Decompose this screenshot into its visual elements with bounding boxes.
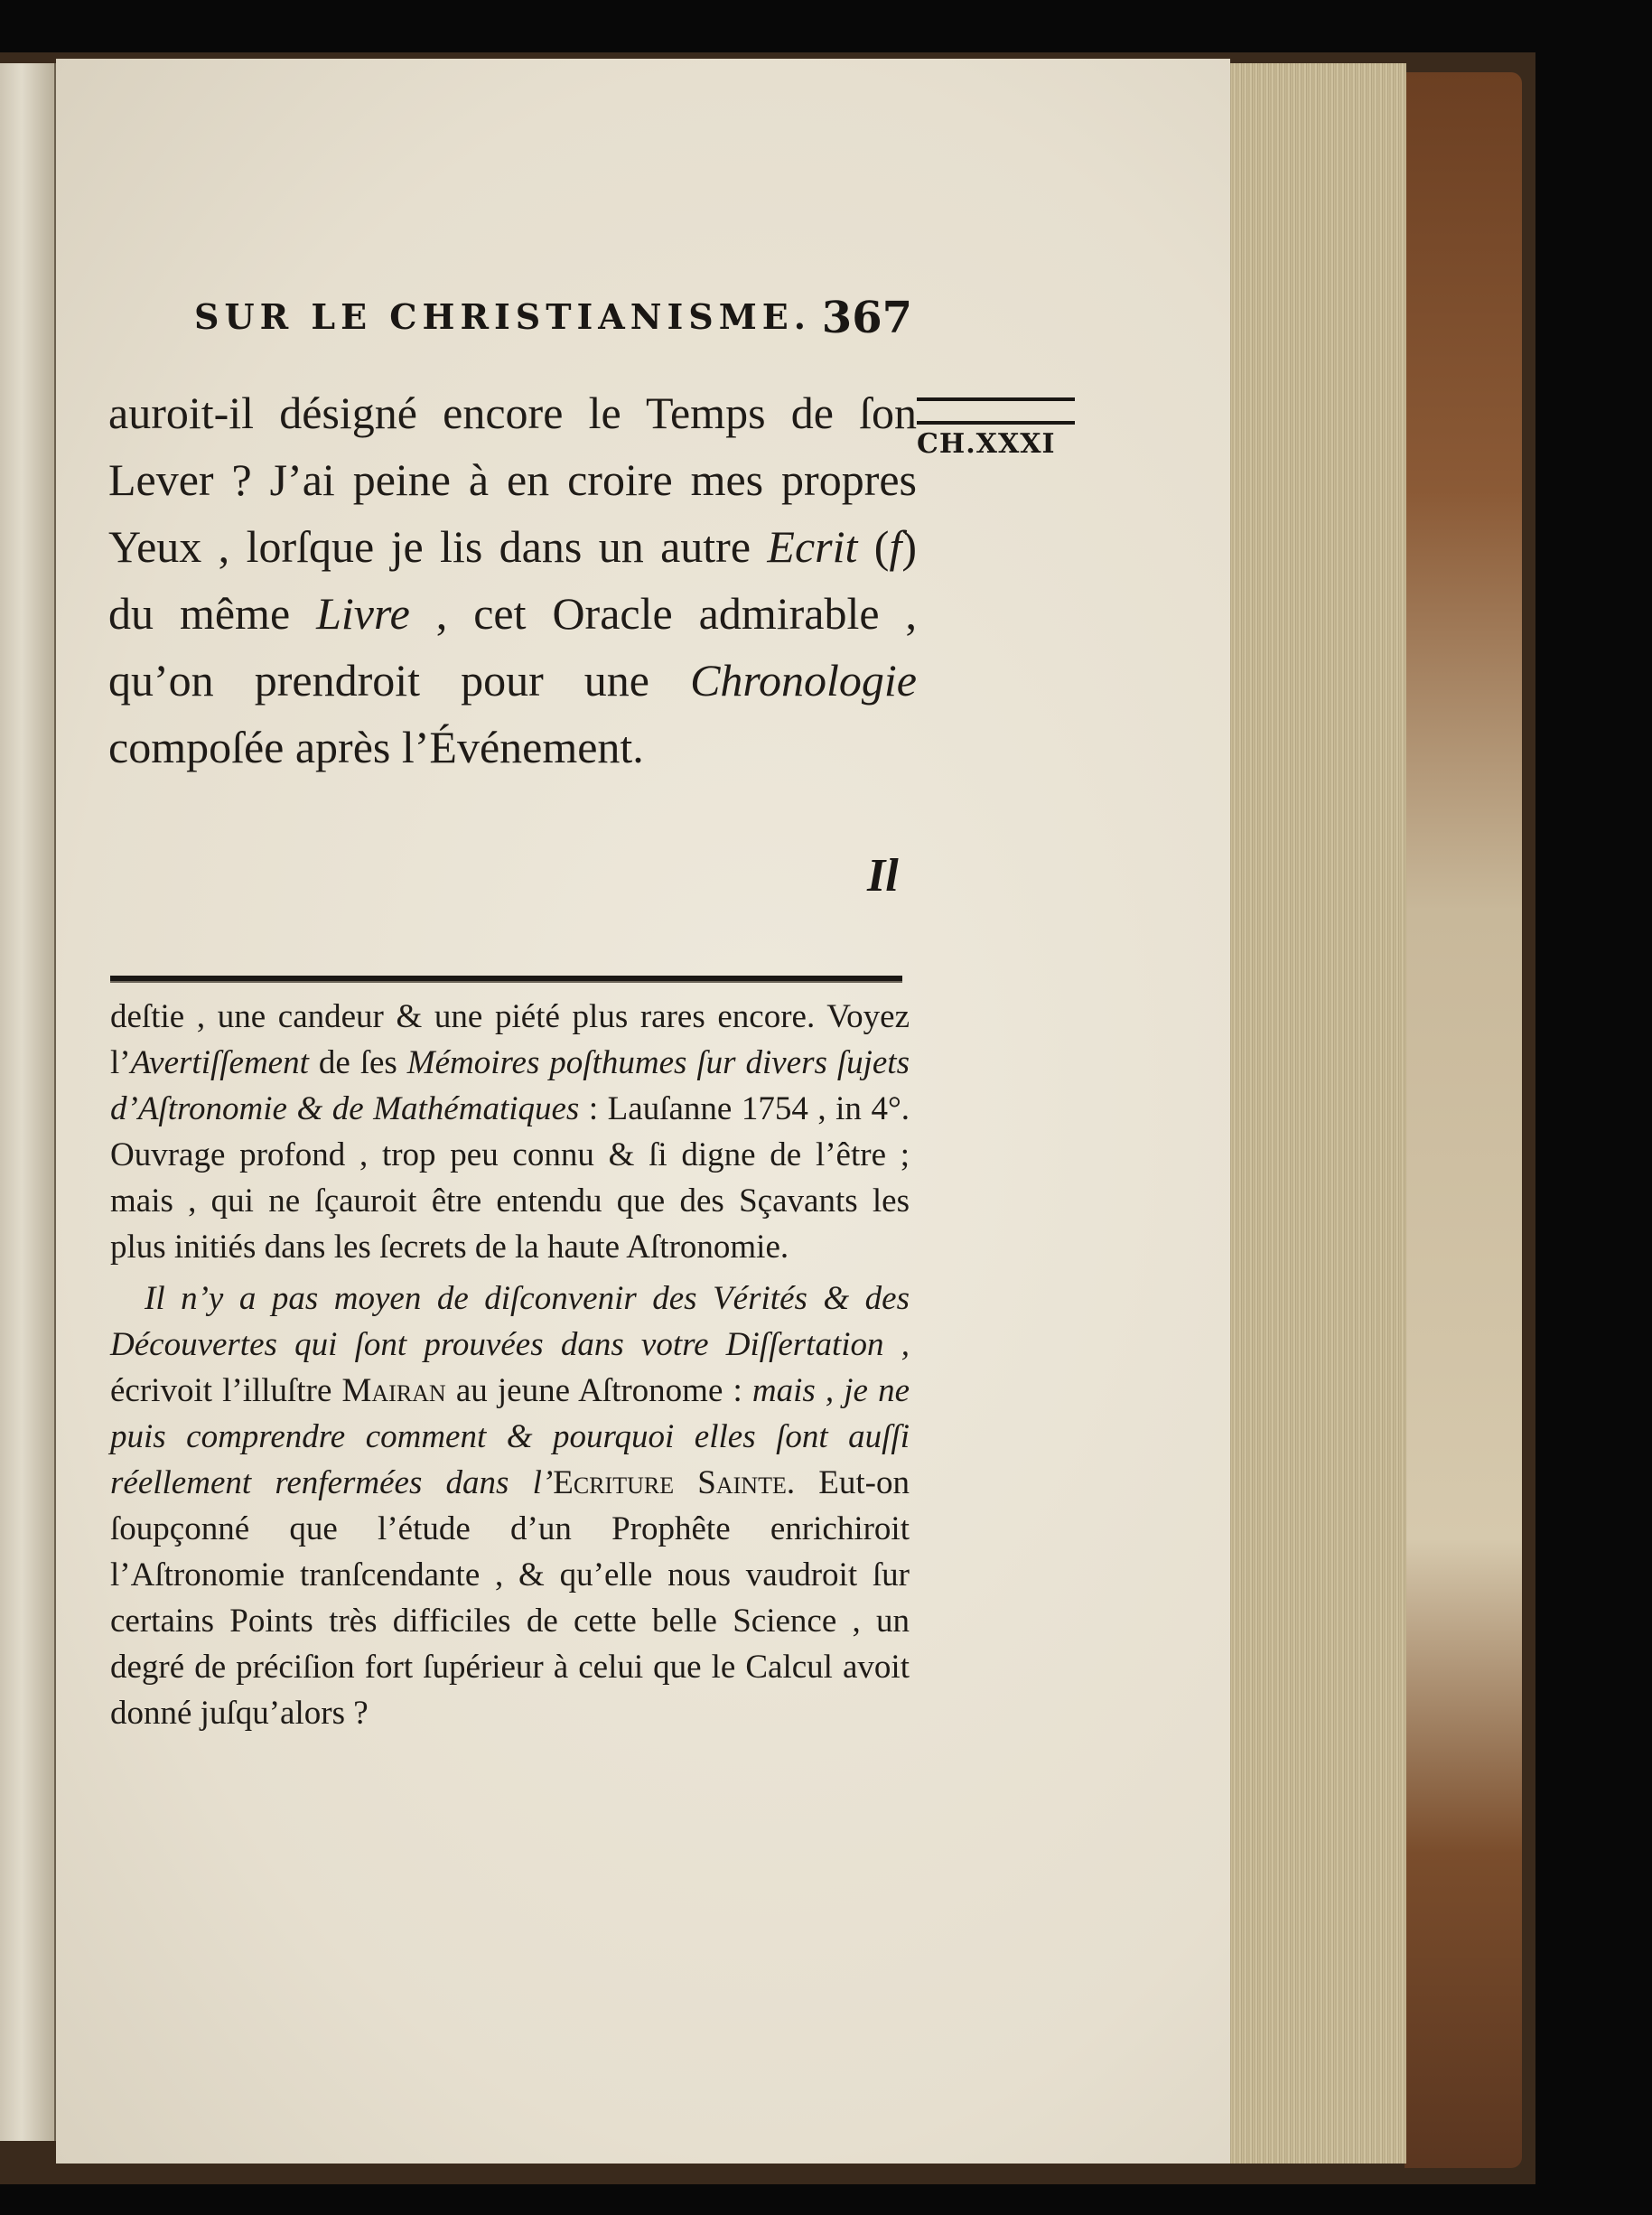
text-run: . Eut-on ſoupçonné que l’étude d’un Prophête enrichiroit l’Aſtronomie tranſcendante , & qu’elle nous vaudroit ſur certains Points très difficiles de cette belle Science , un degré de préciſion fort ſupérieur à celui que le Calcul avoit donné juſqu’alors ? xyxy=(110,1464,910,1732)
page-header xyxy=(194,293,917,350)
footnote-quotation xyxy=(110,1276,910,1736)
text-run: Mémoires poſthumes ſur divers ſujets d’Aſtronomie & de Mathématiques xyxy=(110,1044,910,1127)
text-run: ) du même xyxy=(108,521,918,639)
chapter-label: CH.XXXI xyxy=(917,428,1056,460)
text-run: Livre xyxy=(316,588,410,639)
side-note-rules xyxy=(917,397,1075,425)
book-cover-board xyxy=(1405,72,1522,2168)
text-run: , cet Oracle admirable , qu’on prendroit pour une xyxy=(108,588,917,706)
footnote-continuation xyxy=(110,994,910,1270)
text-run: f xyxy=(889,521,902,572)
text-run: : Lauſanne 1754 , in 4°. Ouvrage profond , trop peu connu & ſi digne de l’être ; mais , qui ne ſçauroit être entendu que des Sçavants les plus initiés dans les ſecrets de la haute Aſtronomie. xyxy=(110,1090,910,1266)
text-run: Chronologie xyxy=(690,655,917,706)
text-run: écrivoit l’illuſtre xyxy=(110,1372,342,1409)
page-number: 367 xyxy=(821,293,912,343)
catchword: Il xyxy=(867,850,899,902)
text-run: auroit-il désigné encore le Temps de ſon Lever ? J’ai peine à en croire mes propres Yeux , lorſque je lis dans un autre xyxy=(108,388,917,572)
text-run: Il n’y a pas moyen de diſconvenir des Vérités & des Découvertes qui ſont prouvées dans votre Diſſertation , xyxy=(110,1280,910,1363)
chapter-side-note xyxy=(917,397,1075,460)
text-run: Mairan xyxy=(341,1372,446,1409)
running-head: SUR LE CHRISTIANISME. xyxy=(194,296,811,337)
facing-page-edge xyxy=(0,63,57,2141)
footnotes xyxy=(110,994,910,1736)
text-run: Avertiſſement xyxy=(130,1044,309,1081)
text-run: ( xyxy=(857,521,890,572)
page-block-fore-edge xyxy=(1224,63,1406,2164)
text-run: compoſée après l’Événement. xyxy=(108,722,644,772)
footnote-rule xyxy=(110,976,902,983)
text-run: au jeune Aſtronome : xyxy=(445,1372,752,1409)
text-run: mais , je ne puis comprendre comment & pourquoi elles ſont auſſi réellement renfermées dans l’ xyxy=(110,1372,910,1501)
text-run: de ſes xyxy=(308,1044,407,1081)
main-text xyxy=(108,379,917,780)
text-run: deſtie , une candeur & une piété plus rares encore. Voyez l’ xyxy=(110,998,910,1081)
text-run: Ecrit xyxy=(767,521,858,572)
text-run: Ecriture Sainte xyxy=(553,1464,787,1501)
